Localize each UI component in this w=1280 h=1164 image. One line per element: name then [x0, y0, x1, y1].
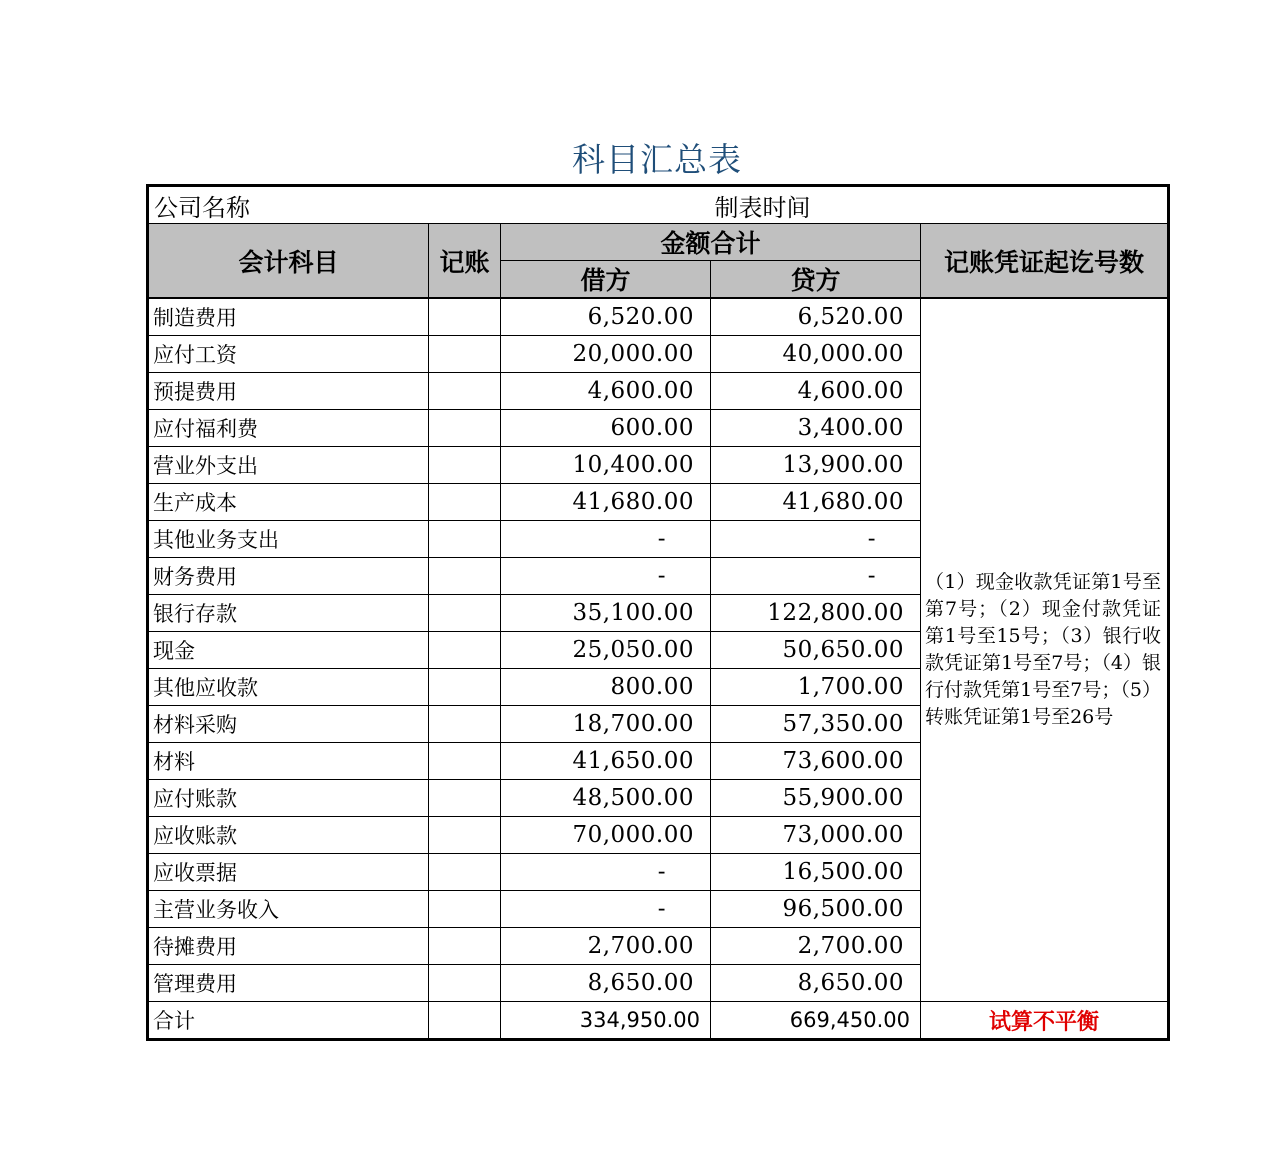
total-posting-cell[interactable] [429, 1002, 501, 1040]
credit-cell[interactable]: 40,000.00 [711, 336, 921, 373]
credit-cell[interactable]: 16,500.00 [711, 854, 921, 891]
account-name-cell[interactable]: 主营业务收入 [148, 891, 429, 928]
header-debit: 借方 [501, 261, 711, 299]
account-name-cell[interactable]: 应付福利费 [148, 410, 429, 447]
debit-cell[interactable]: 18,700.00 [501, 706, 711, 743]
posting-cell[interactable] [429, 669, 501, 706]
page-title: 科目汇总表 [572, 140, 742, 179]
credit-cell[interactable]: 4,600.00 [711, 373, 921, 410]
posting-cell[interactable] [429, 632, 501, 669]
debit-cell[interactable]: 2,700.00 [501, 928, 711, 965]
posting-cell[interactable] [429, 817, 501, 854]
debit-cell[interactable]: 600.00 [501, 410, 711, 447]
credit-cell[interactable]: 55,900.00 [711, 780, 921, 817]
credit-cell[interactable]: 3,400.00 [711, 410, 921, 447]
debit-cell[interactable]: 41,680.00 [501, 484, 711, 521]
posting-cell[interactable] [429, 891, 501, 928]
account-name-cell[interactable]: 其他业务支出 [148, 521, 429, 558]
debit-cell[interactable]: 4,600.00 [501, 373, 711, 410]
account-name-cell[interactable]: 其他应收款 [148, 669, 429, 706]
header-posting: 记账 [429, 224, 501, 299]
credit-cell[interactable]: 8,650.00 [711, 965, 921, 1002]
credit-cell[interactable]: 73,600.00 [711, 743, 921, 780]
credit-cell[interactable]: 73,000.00 [711, 817, 921, 854]
header-account: 会计科目 [148, 224, 429, 299]
debit-cell[interactable]: 800.00 [501, 669, 711, 706]
posting-cell[interactable] [429, 447, 501, 484]
posting-cell[interactable] [429, 484, 501, 521]
account-name-cell[interactable]: 材料 [148, 743, 429, 780]
account-name-cell[interactable]: 应收账款 [148, 817, 429, 854]
account-name-cell[interactable]: 财务费用 [148, 558, 429, 595]
posting-cell[interactable] [429, 965, 501, 1002]
total-label[interactable]: 合计 [148, 1002, 429, 1040]
posting-cell[interactable] [429, 743, 501, 780]
debit-cell[interactable]: 25,050.00 [501, 632, 711, 669]
debit-cell[interactable]: - [501, 854, 711, 891]
total-row [148, 1002, 1169, 1040]
debit-cell[interactable]: 6,520.00 [501, 298, 711, 336]
debit-cell[interactable]: - [501, 521, 711, 558]
posting-cell[interactable] [429, 336, 501, 373]
posting-cell[interactable] [429, 928, 501, 965]
posting-cell[interactable] [429, 595, 501, 632]
credit-cell[interactable]: 6,520.00 [711, 298, 921, 336]
debit-cell[interactable]: 48,500.00 [501, 780, 711, 817]
balance-status[interactable]: 试算不平衡 [921, 1002, 1169, 1040]
account-name-cell[interactable]: 现金 [148, 632, 429, 669]
credit-cell[interactable]: 1,700.00 [711, 669, 921, 706]
credit-cell[interactable]: - [711, 558, 921, 595]
report-time-label[interactable]: 制表时间 [711, 186, 1169, 224]
account-name-cell[interactable]: 应付账款 [148, 780, 429, 817]
posting-cell[interactable] [429, 780, 501, 817]
debit-cell[interactable]: 41,650.00 [501, 743, 711, 780]
debit-cell[interactable]: 35,100.00 [501, 595, 711, 632]
account-name-cell[interactable]: 预提费用 [148, 373, 429, 410]
credit-cell[interactable]: 2,700.00 [711, 928, 921, 965]
total-debit[interactable]: 334,950.00 [501, 1002, 711, 1040]
debit-cell[interactable]: 8,650.00 [501, 965, 711, 1002]
header-voucher-range: 记账凭证起讫号数 [921, 224, 1169, 299]
table-row [148, 298, 1169, 336]
debit-cell[interactable]: - [501, 558, 711, 595]
voucher-range-note[interactable]: （1）现金收款凭证第1号至第7号；（2）现金付款凭证第1号至15号；（3）银行收款凭证第1号至7号；（4）银行付款凭第1号至7号；（5）转账凭证第1号至26号 [921, 298, 1169, 1002]
account-name-cell[interactable]: 管理费用 [148, 965, 429, 1002]
debit-cell[interactable]: 70,000.00 [501, 817, 711, 854]
debit-cell[interactable]: 20,000.00 [501, 336, 711, 373]
account-name-cell[interactable]: 材料采购 [148, 706, 429, 743]
account-name-cell[interactable]: 营业外支出 [148, 447, 429, 484]
credit-cell[interactable]: 50,650.00 [711, 632, 921, 669]
debit-cell[interactable]: 10,400.00 [501, 447, 711, 484]
credit-cell[interactable]: 96,500.00 [711, 891, 921, 928]
total-credit[interactable]: 669,450.00 [711, 1002, 921, 1040]
debit-cell[interactable]: - [501, 891, 711, 928]
account-name-cell[interactable]: 制造费用 [148, 298, 429, 336]
account-name-cell[interactable]: 银行存款 [148, 595, 429, 632]
credit-cell[interactable]: 13,900.00 [711, 447, 921, 484]
credit-cell[interactable]: 57,350.00 [711, 706, 921, 743]
account-name-cell[interactable]: 生产成本 [148, 484, 429, 521]
account-name-cell[interactable]: 应付工资 [148, 336, 429, 373]
account-name-cell[interactable]: 应收票据 [148, 854, 429, 891]
posting-cell[interactable] [429, 410, 501, 447]
credit-cell[interactable]: 122,800.00 [711, 595, 921, 632]
account-name-cell[interactable]: 待摊费用 [148, 928, 429, 965]
posting-cell[interactable] [429, 706, 501, 743]
posting-cell[interactable] [429, 854, 501, 891]
header-amount-total: 金额合计 [501, 224, 921, 261]
posting-cell[interactable] [429, 298, 501, 336]
header-row-1 [148, 224, 1169, 261]
posting-cell[interactable] [429, 521, 501, 558]
header-credit: 贷方 [711, 261, 921, 299]
company-name-label[interactable]: 公司名称 [148, 186, 711, 224]
credit-cell[interactable]: - [711, 521, 921, 558]
account-summary-table [146, 184, 1170, 1041]
info-row [148, 186, 1169, 224]
posting-cell[interactable] [429, 558, 501, 595]
credit-cell[interactable]: 41,680.00 [711, 484, 921, 521]
posting-cell[interactable] [429, 373, 501, 410]
